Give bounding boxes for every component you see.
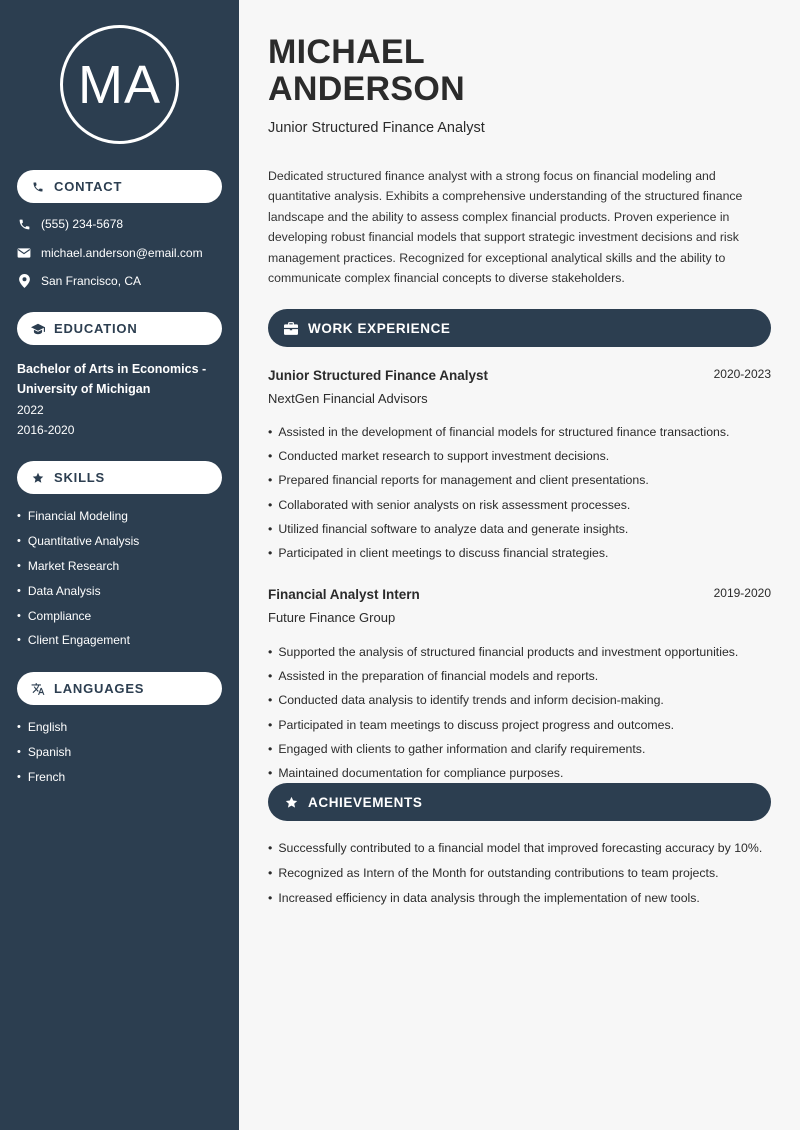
skill-item: • Client Engagement (17, 628, 139, 653)
job-bullet: • Collaborated with senior analysts on risk assessment processes. (268, 495, 773, 519)
achievements-heading: ACHIEVEMENTS (308, 794, 423, 810)
phone-icon (17, 217, 31, 231)
job-bullet: • Supported the analysis of structured financial products and investment opportunities. (268, 642, 773, 666)
job-bullet: • Maintained documentation for compliance purposes. (268, 763, 773, 787)
name-first: MICHAEL (268, 33, 425, 71)
education-heading: EDUCATION (54, 321, 138, 336)
education-degree: Bachelor of Arts in Economics - University of Michigan (17, 362, 207, 396)
contact-email (17, 246, 203, 260)
job-bullet: • Utilized financial software to analyze data and generate insights. (268, 519, 773, 543)
job-bullet: • Participated in team meetings to discuss project progress and outcomes. (268, 715, 773, 739)
location-text: San Francisco, CA (41, 274, 142, 288)
job-title: Financial Analyst Intern (268, 587, 420, 602)
job-title: Junior Structured Finance Analyst (268, 368, 489, 383)
job-bullets (268, 422, 773, 567)
briefcase-icon (284, 321, 298, 335)
contact-header (17, 170, 222, 203)
achievements-header (268, 783, 771, 821)
achievements-list (268, 838, 773, 913)
skill-item: • Financial Modeling (17, 504, 139, 529)
job-bullet: • Participated in client meetings to discuss financial strategies. (268, 543, 773, 567)
achievement-item: • Recognized as Intern of the Month for outstanding contributions to team projects. (268, 863, 773, 883)
achievement-item: • Increased efficiency in data analysis through the implementation of new tools. (268, 888, 773, 908)
star-icon (31, 471, 45, 485)
skill-item: • Quantitative Analysis (17, 529, 139, 554)
skill-item: • Market Research (17, 554, 139, 579)
skill-item: • Compliance (17, 603, 139, 628)
job-bullet: • Engaged with clients to gather information and clarify requirements. (268, 739, 773, 763)
job-company: Future Finance Group (268, 610, 396, 625)
job-bullet: • Prepared financial reports for management and client presentations. (268, 470, 773, 494)
job-dates: 2019-2020 (713, 586, 771, 600)
languages-header (17, 672, 222, 705)
avatar (60, 25, 179, 144)
contact-heading: CONTACT (54, 179, 123, 194)
map-pin-icon (17, 274, 31, 288)
education-range: 2016-2020 (17, 423, 75, 437)
sidebar (0, 0, 239, 1130)
phone-icon (31, 180, 45, 194)
graduation-cap-icon (31, 322, 45, 336)
job-bullet: • Conducted data analysis to identify trends and inform decision-making. (268, 690, 773, 714)
translate-icon (31, 682, 45, 696)
job-company: NextGen Financial Advisors (268, 391, 428, 406)
email-text[interactable]: michael.anderson@email.com (41, 246, 203, 260)
avatar-initials: MA (78, 54, 161, 115)
star-icon (284, 795, 298, 809)
language-item: • English (17, 715, 71, 740)
language-item: • French (17, 765, 71, 790)
skills-heading: SKILLS (54, 470, 106, 485)
work-experience-header (268, 309, 771, 347)
candidate-name (268, 34, 465, 108)
contact-phone (17, 217, 123, 231)
skills-header (17, 461, 222, 494)
skills-list (17, 504, 139, 653)
name-last: ANDERSON (268, 70, 465, 108)
job-bullet: • Conducted market research to support investment decisions. (268, 446, 773, 470)
languages-list (17, 715, 71, 789)
job-bullet: • Assisted in the preparation of financial models and reports. (268, 666, 773, 690)
job-bullets (268, 642, 773, 787)
phone-text[interactable]: (555) 234-5678 (41, 217, 124, 231)
education-year: 2022 (17, 403, 44, 417)
job-dates: 2020-2023 (713, 367, 771, 381)
job-bullet: • Assisted in the development of financial models for structured finance transactions. (268, 422, 773, 446)
education-header (17, 312, 222, 345)
contact-location (17, 274, 141, 288)
languages-heading: LANGUAGES (54, 681, 145, 696)
profile-summary: Dedicated structured finance analyst with a strong focus on financial modeling and quantitative analysis. Exhibits a comprehensive understanding of the structured finance landscape and the ability to assess complex financial products. Proven experience in developing robust financial models that support strategic investment decisions and risk management practices. Recognized for exceptional analytical skills and the ability to communicate complex financial concepts to diverse stakeholders. (268, 169, 743, 286)
work-experience-heading: WORK EXPERIENCE (308, 320, 451, 336)
candidate-role: Junior Structured Finance Analyst (268, 120, 485, 136)
skill-item: • Data Analysis (17, 578, 139, 603)
envelope-icon (17, 246, 31, 260)
language-item: • Spanish (17, 740, 71, 765)
achievement-item: • Successfully contributed to a financial model that improved forecasting accuracy by 10%. (268, 838, 773, 858)
